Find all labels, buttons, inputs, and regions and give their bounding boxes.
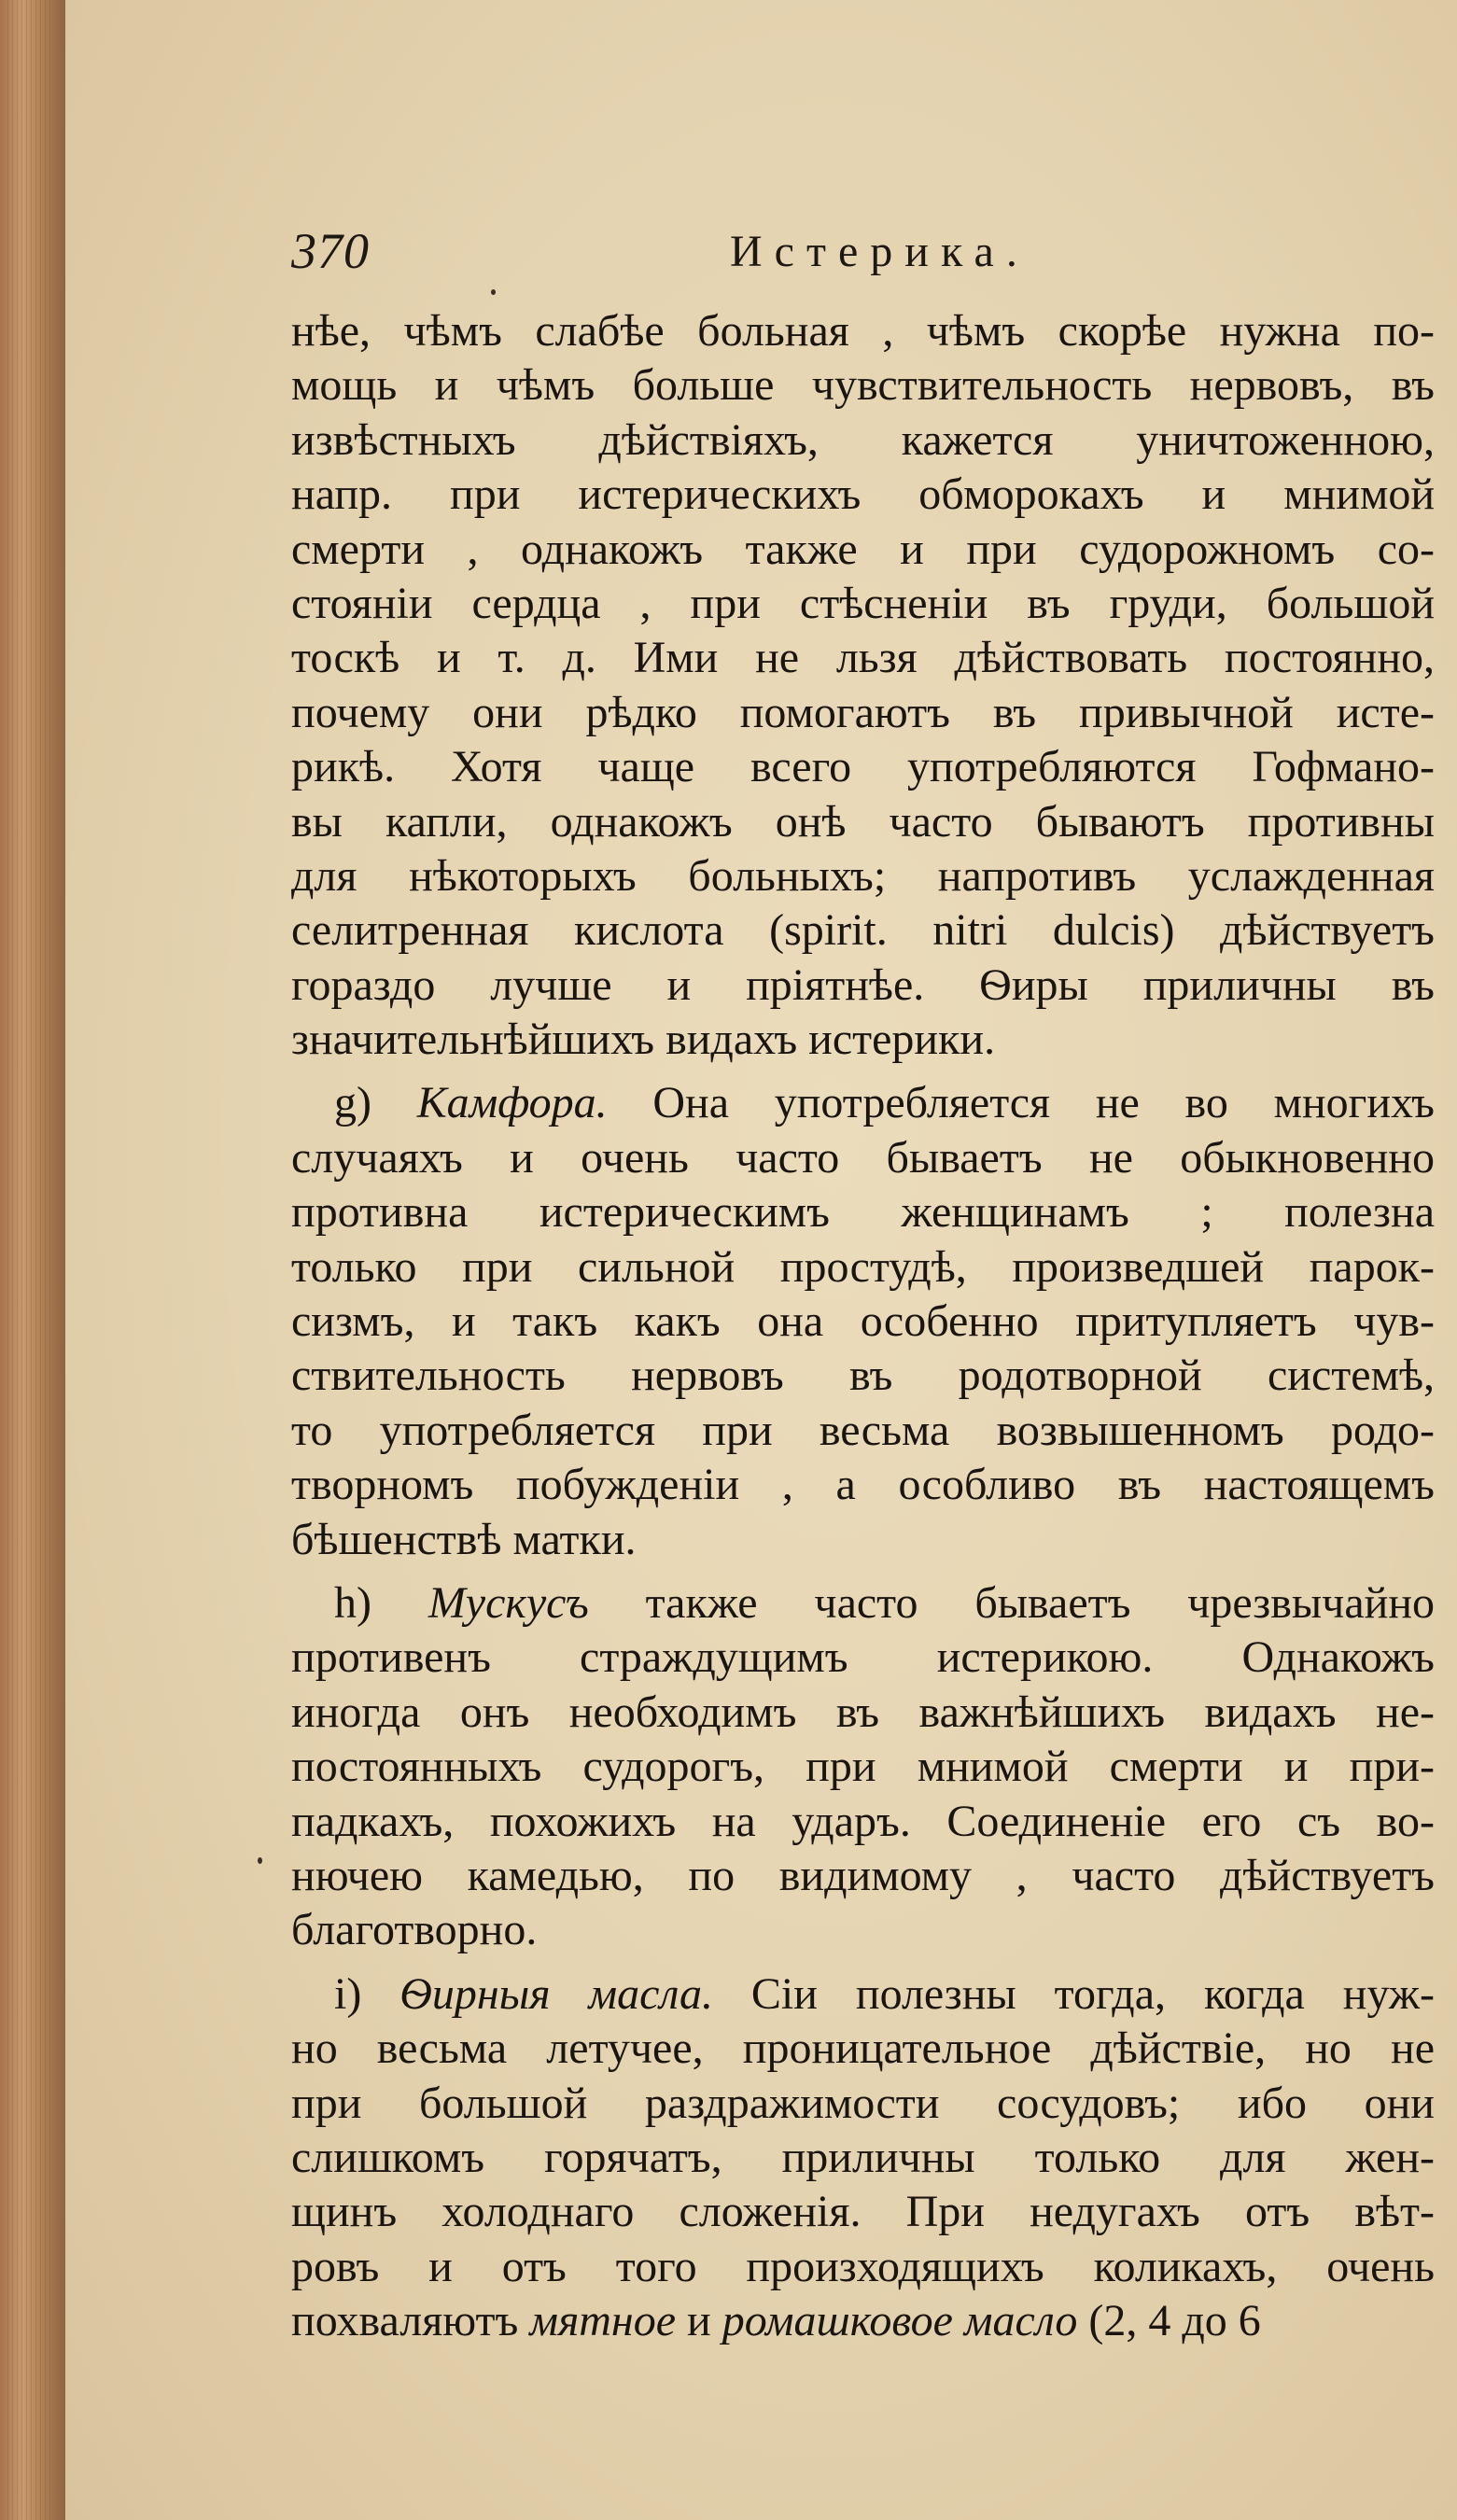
text-run: сизмъ, и такъ какъ она особенно притупляетъ чув-: [291, 1296, 1435, 1347]
text-run: то употребляется при весьма возвышенномъ родо-: [291, 1405, 1435, 1455]
page-edge-texture: [7, 0, 54, 2520]
text-line: [291, 358, 1435, 413]
text-run: при большой раздражимости сосудовъ; ибо они: [291, 2078, 1435, 2128]
italic-term: Мускусъ: [427, 1577, 589, 1628]
text-run: иногда онъ необходимъ въ важнѣйшихъ видахъ не-: [291, 1687, 1435, 1737]
text-line: [291, 523, 1435, 577]
text-line: [291, 2240, 1435, 2294]
text-line: [291, 2022, 1435, 2076]
text-line: [291, 959, 1435, 1013]
text-line: [291, 1349, 1435, 1403]
text-line: [291, 1967, 1435, 2022]
body-text: [291, 304, 1435, 2358]
text-line: [291, 2294, 1435, 2348]
text-run: только при сильной простудѣ, произведшей парок-: [291, 1241, 1435, 1292]
text-line: [291, 1576, 1435, 1631]
text-line: [291, 577, 1435, 631]
text-line: [291, 2077, 1435, 2131]
text-line: [291, 1795, 1435, 1849]
text-run: почему они рѣдко помогаютъ въ привычной исте-: [291, 687, 1435, 737]
text-run: для нѣкоторыхъ больныхъ; напротивъ услажденная: [291, 850, 1435, 901]
text-line: [291, 1404, 1435, 1458]
text-run: извѣстныхъ дѣйствіяхъ, кажется уничтоженною,: [291, 414, 1435, 465]
text-run: вы капли, однакожъ онѣ часто бываютъ противны: [291, 796, 1435, 847]
text-line: [291, 1295, 1435, 1349]
text-run: похваляютъ: [291, 2296, 530, 2346]
text-run: значительнѣйшихъ видахъ истерики.: [291, 1015, 996, 1065]
text-line: [291, 1240, 1435, 1295]
text-line: [291, 1849, 1435, 1903]
text-line: [291, 1740, 1435, 1794]
paragraph-p4: [291, 1967, 1435, 2349]
text-run: постоянныхъ судорогъ, при мнимой смерти и при-: [291, 1742, 1435, 1792]
italic-term: мятное: [529, 2296, 677, 2346]
text-line: [291, 1076, 1435, 1130]
paragraph-p3: [291, 1576, 1435, 1958]
text-line: [291, 304, 1435, 358]
text-run: напр. при истерическихъ обморокахъ и мнимой: [291, 469, 1435, 520]
text-line: [291, 2185, 1435, 2239]
italic-term: Камфора.: [416, 1078, 608, 1128]
text-run: нѣе, чѣмъ слабѣе больная , чѣмъ скорѣе нужна по-: [291, 306, 1435, 356]
ink-speck: [258, 1857, 262, 1864]
text-run: творномъ побужденіи , а особливо въ настоящемъ: [291, 1460, 1435, 1510]
text-run: гораздо лучше и пріятнѣе. Ѳиры приличны въ: [291, 959, 1435, 1010]
text-run: случаяхъ и очень часто бываетъ не обыкновенно: [291, 1132, 1435, 1183]
text-line: [291, 1903, 1435, 1957]
text-run: i): [334, 1968, 400, 2019]
italic-term: ромашковое масло: [721, 2296, 1078, 2346]
text-run: нючею камедью, по видимому , часто дѣйствуетъ: [291, 1850, 1435, 1900]
text-run: ровъ и отъ того произходящихъ коликахъ, очень: [291, 2241, 1435, 2291]
text-run: тоскѣ и т. д. Ими не льзя дѣйствовать постоянно,: [291, 633, 1435, 683]
text-line: [291, 1631, 1435, 1685]
text-line: [291, 1458, 1435, 1512]
text-line: [291, 849, 1435, 903]
book-page-edge: [0, 0, 65, 2520]
text-run: противенъ страждущимъ истерикою. Однакожъ: [291, 1632, 1435, 1683]
page-number: 370: [291, 223, 370, 279]
text-run: смерти , однакожъ также и при судорожномъ со-: [291, 524, 1435, 574]
text-line: [291, 468, 1435, 522]
text-run: Она употребляется не во многихъ: [607, 1078, 1435, 1128]
text-line: [291, 686, 1435, 740]
text-run: щинъ холоднаго сложенія. При недугахъ отъ вѣт-: [291, 2187, 1435, 2237]
text-run: рикѣ. Хотя чаще всего употребляются Гофмано-: [291, 742, 1435, 792]
ink-speck: [491, 289, 496, 295]
text-run: стояніи сердца , при стѣсненіи въ груди, большой: [291, 578, 1435, 628]
text-run: слишкомъ горячатъ, приличны только для жен-: [291, 2132, 1435, 2182]
text-run: селитренная кислота (spirit. nitri dulcis) дѣйствуетъ: [291, 905, 1435, 956]
text-line: [291, 1185, 1435, 1239]
running-head: [291, 217, 1435, 282]
text-line: [291, 1513, 1435, 1567]
text-run: мощь и чѣмъ больше чувствительность нервовъ, въ: [291, 360, 1435, 411]
text-line: [291, 1686, 1435, 1740]
text-run: h): [334, 1577, 428, 1628]
paragraph-p2: [291, 1076, 1435, 1567]
text-run: Сіи полезны тогда, когда нуж-: [712, 1968, 1435, 2019]
text-line: [291, 1131, 1435, 1185]
text-run: ствительность нервовъ въ родотворной системѣ,: [291, 1351, 1435, 1401]
text-run: g): [334, 1078, 417, 1128]
text-line: [291, 740, 1435, 794]
text-run: также часто бываетъ чрезвычайно: [588, 1577, 1435, 1628]
text-run: (2, 4 до 6: [1077, 2296, 1261, 2346]
text-run: бѣшенствѣ матки.: [291, 1514, 637, 1564]
text-line: [291, 2131, 1435, 2185]
paragraph-p1: [291, 304, 1435, 1067]
text-line: [291, 631, 1435, 685]
text-run: благотворно.: [291, 1905, 538, 1955]
text-run: но весьма летучее, проницательное дѣйствіе, но не: [291, 2023, 1435, 2074]
text-line: [291, 903, 1435, 958]
text-line: [291, 1013, 1435, 1067]
text-line: [291, 795, 1435, 849]
running-title: Истерика.: [730, 227, 1030, 276]
text-run: и: [676, 2296, 722, 2346]
italic-term: Ѳирныя масла.: [399, 1968, 713, 2019]
text-run: противна истерическимъ женщинамъ ; полезна: [291, 1187, 1435, 1238]
text-line: [291, 413, 1435, 468]
text-run: падкахъ, похожихъ на ударъ. Соединеніе его съ во-: [291, 1796, 1435, 1846]
